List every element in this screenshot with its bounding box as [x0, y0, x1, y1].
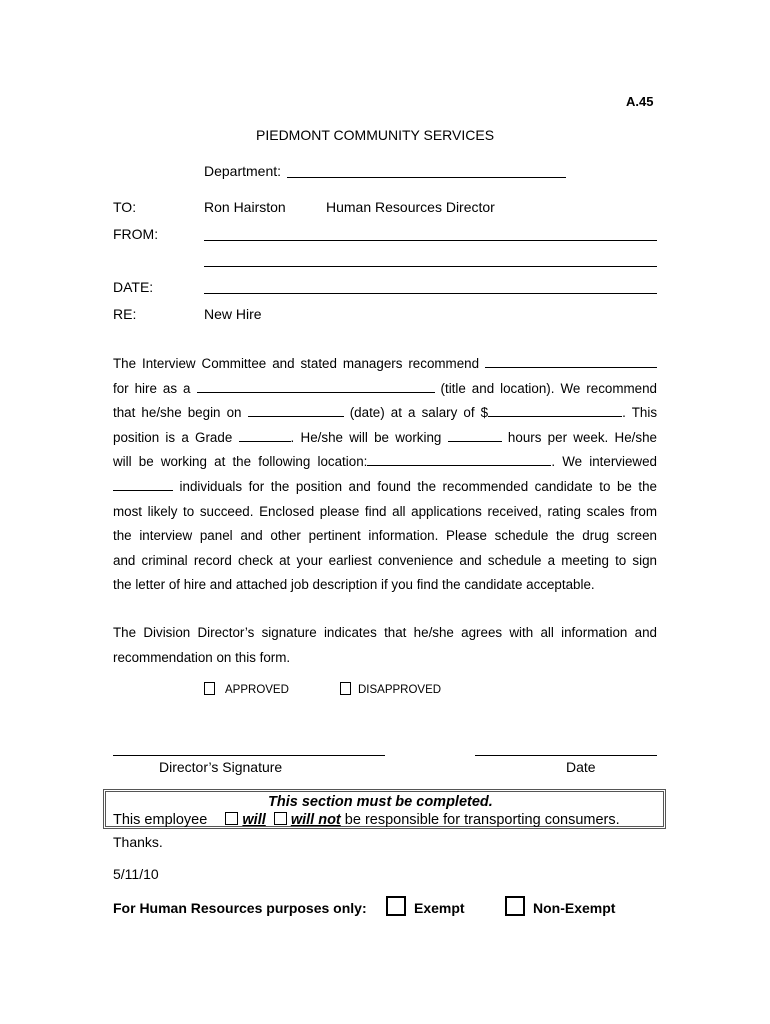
non-exempt-label: Non-Exempt: [533, 900, 616, 916]
from-label: FROM:: [113, 226, 159, 242]
para1-text: . This: [622, 405, 658, 421]
candidate-name-field[interactable]: [485, 355, 657, 368]
signature-date-line[interactable]: [475, 755, 657, 756]
hours-field[interactable]: [448, 429, 502, 442]
director-signature-line[interactable]: [113, 755, 385, 756]
department-label: Department:: [204, 163, 282, 179]
para1-line: and criminal record check at your earliest convenience and schedule a meeting to sign: [113, 552, 657, 568]
para1-text: (date) at a salary of $: [349, 405, 489, 421]
interviewed-count-field[interactable]: [113, 478, 173, 491]
approved-label: APPROVED: [225, 684, 289, 696]
para1-text: (title and location). We recommend: [440, 380, 657, 396]
form-id: A.45: [626, 94, 654, 109]
transport-prefix: This employee: [113, 812, 208, 828]
disapproved-checkbox[interactable]: [340, 682, 351, 695]
re-value: New Hire: [204, 306, 262, 322]
transport-suffix: be responsible for transporting consumers.: [344, 812, 620, 828]
exempt-checkbox[interactable]: [386, 896, 406, 916]
to-title: Human Resources Director: [326, 199, 495, 215]
department-field[interactable]: [287, 177, 566, 178]
to-label: TO:: [113, 199, 137, 215]
start-date-field[interactable]: [248, 404, 344, 417]
revision-date: 5/11/10: [113, 866, 159, 882]
will-checkbox[interactable]: [225, 812, 238, 825]
thanks-text: Thanks.: [113, 834, 163, 850]
para1-line: the letter of hire and attached job description if you find the candidate acceptable.: [113, 577, 595, 593]
disapproved-label: DISAPPROVED: [358, 684, 442, 696]
transport-statement: [113, 812, 620, 828]
org-name: PIEDMONT COMMUNITY SERVICES: [256, 127, 495, 143]
will-option: will: [242, 812, 266, 828]
non-exempt-checkbox[interactable]: [505, 896, 525, 916]
will-not-option: will not: [290, 812, 341, 828]
para1-text: that he/she begin on: [113, 405, 242, 421]
para2-line: The Division Director’s signature indicates that he/she agrees with all information and: [113, 625, 657, 640]
para1-text: individuals for the position and found the recommended candidate to be the: [179, 478, 657, 494]
signature-paragraph: [113, 621, 657, 670]
date-field[interactable]: [204, 293, 657, 294]
approved-checkbox[interactable]: [204, 682, 215, 695]
hr-purposes-label: For Human Resources purposes only:: [113, 900, 367, 916]
para1-text: The Interview Committee and stated managers recommend: [113, 356, 480, 371]
para1-text: for hire as a: [113, 380, 191, 396]
section-heading: This section must be completed.: [268, 794, 493, 810]
from-field-line-2[interactable]: [204, 266, 657, 267]
salary-field[interactable]: [488, 404, 622, 417]
para1-line: the interview panel and other pertinent information. Please schedule the drug screen: [113, 528, 657, 544]
para1-text: position is a Grade: [113, 429, 233, 445]
para1-text: will be working at the following location:: [113, 454, 368, 470]
location-field[interactable]: [367, 453, 551, 466]
para1-text: . We interviewed: [551, 454, 657, 470]
para1-text: . He/she will be working: [290, 429, 442, 445]
will-not-checkbox[interactable]: [274, 812, 287, 825]
date-label: DATE:: [113, 279, 154, 295]
re-label: RE:: [113, 306, 137, 322]
from-field-line-1[interactable]: [204, 240, 657, 241]
to-name: Ron Hairston: [204, 199, 286, 215]
title-location-field[interactable]: [197, 380, 435, 393]
para2-line: recommendation on this form.: [113, 649, 291, 665]
recommendation-paragraph: [113, 352, 657, 598]
para1-line: most likely to succeed. Enclosed please find all applications received, rating scales from: [113, 503, 657, 519]
director-signature-label: Director’s Signature: [159, 759, 283, 775]
exempt-label: Exempt: [414, 900, 465, 916]
grade-field[interactable]: [239, 429, 291, 442]
para1-text: hours per week. He/she: [507, 429, 657, 445]
signature-date-label: Date: [566, 759, 596, 775]
